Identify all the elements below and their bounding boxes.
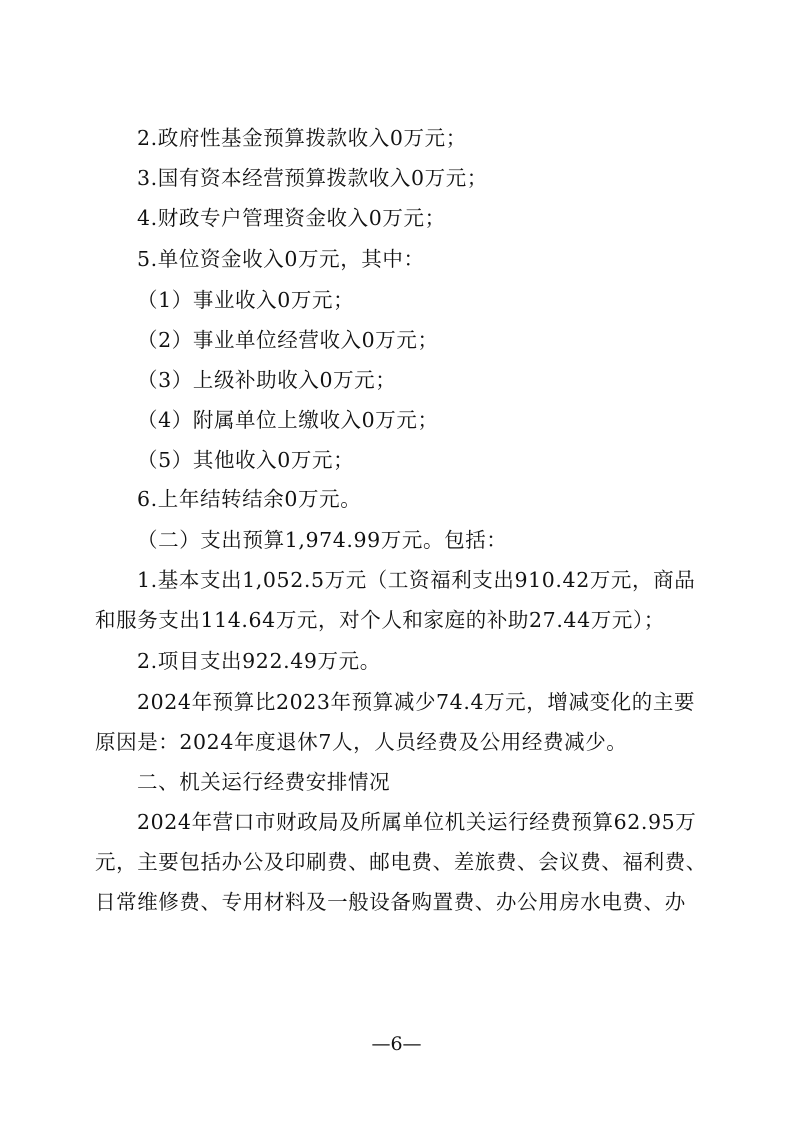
text-line: 6.上年结转结余0万元。 xyxy=(137,487,362,511)
text-line: 2.政府性基金预算拨款收入0万元； xyxy=(137,126,467,150)
text-line: 原因是：2024年度退休7人，人员经费及公用经费减少。 xyxy=(95,730,628,754)
page-number: —6— xyxy=(371,1033,422,1055)
text-line: （4）附属单位上缴收入0万元； xyxy=(137,408,439,432)
text-line: 2.项目支出922.49万元。 xyxy=(137,649,381,673)
text-line: 4.财政专户管理资金收入0万元； xyxy=(137,206,446,230)
text-line: 日常维修费、专用材料及一般设备购置费、办公用房水电费、办 xyxy=(95,890,686,914)
text-line: （2）事业单位经营收入0万元； xyxy=(137,328,439,352)
text-line: 2024年营口市财政局及所属单位机关运行经费预算62.95万 xyxy=(137,810,697,834)
text-line: 和服务支出114.64万元，对个人和家庭的补助27.44万元）； xyxy=(95,608,665,632)
section-heading: 二、机关运行经费安排情况 xyxy=(137,770,391,794)
text-line: （5）其他收入0万元； xyxy=(137,448,355,472)
text-line: （二）支出预算1,974.99万元。包括： xyxy=(137,528,508,552)
text-line: （1）事业收入0万元； xyxy=(137,288,355,312)
text-line: 1.基本支出1,052.5万元（工资福利支出910.42万元，商品 xyxy=(137,568,696,592)
text-line: 元，主要包括办公及印刷费、邮电费、差旅费、会议费、福利费、 xyxy=(95,850,707,874)
text-line: 2024年预算比2023年预算减少74.4万元，增减变化的主要 xyxy=(137,690,696,714)
text-line: 5.单位资金收入0万元，其中： xyxy=(137,247,425,271)
text-line: （3）上级补助收入0万元； xyxy=(137,368,397,392)
text-line: 3.国有资本经营预算拨款收入0万元； xyxy=(137,166,488,190)
